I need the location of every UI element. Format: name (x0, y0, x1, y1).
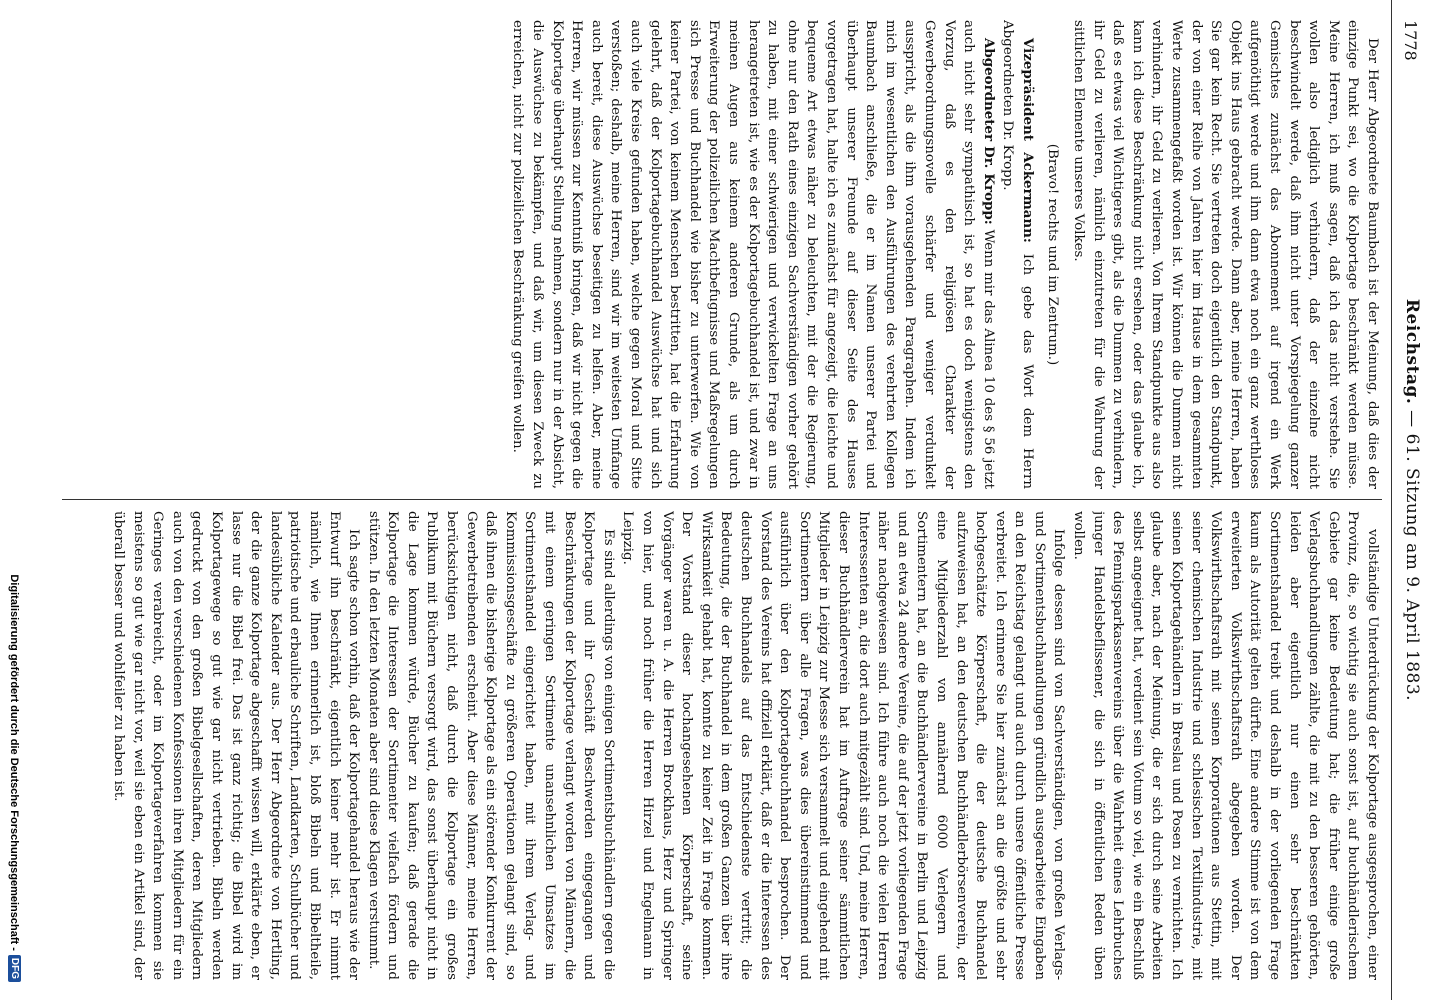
page-footer (0, 0, 60, 1000)
session-info: — 61. Sitzung am 9. April 1883. (1402, 410, 1422, 702)
applause-note: (Bravo! rechts und im Zentrum.) (1045, 143, 1061, 366)
publication-title: Reichstag. (1402, 298, 1422, 405)
paragraph: Ich sagte schon vorhin, daß der Kolportagehandel heraus wie der Entwurf ihn beschränkt, eigentlich keiner mehr ist. Er nimmt nämlich, wie Ihnen erinnerlich ist, bloß Bibeln und Bibeltheile, patriotische und erbauliche Schriften, Landkarten, Schulbücher und landesübliche Kalender aus. Der Herr Abgeordnete von Hertling, der die ganze Kolportage abgeschafft wissen will, erklärte eben, er lasse nur die Bibel frei. Das ist ganz richtig; die Bibel wird im Kolportagewege so gut wie gar nicht vertrieben. Bibeln werden gedruckt von den großen Bibelgesellschaften, deren Mitgliedern auch von den verschiedenen Konfessionen ihren Mitgliedern für ein Geringes verabreicht, oder im Kolportageverfahren kommen sie meistens so gut wie gar nicht vor, weil sie eben ein Artikel sind, der überall besser und wohlfeiler zu haben ist. (111, 511, 362, 980)
speaker-label: Abgeordneter Dr. Kropp: (980, 38, 997, 225)
page-number: 1778 (1401, 20, 1420, 61)
paragraph: Es sind allerdings von einigen Sortimentsbuchhändlern gegen die Kolportage und ihr Geschäft Beschwerden eingegangen und Beschränkungen der Kolportage verlangt worden von Männern, die mit einem geringen Sortimente unansehnlichen Umsatzes im Sortimentshandel eingerichtet haben, mit ihrem Verlag- und Kommissionsgeschäfte zu größeren Operationen gelangt sind, so daß ihnen die bisherige Kolportage als ein störender Konkurrent der Gewerbetreibenden erscheint. Aber diese Männer, meine Herren, berücksichtigen nicht, daß durch die Kolportage ein großes Publikum mit Büchern versorgt wird, das sonst überhaupt nicht in die Lage kommen würde, Bücher zu kaufen; daß gerade die Kolportage die Interessen der Sortimenter vielfach fördern und stützen. In den letzten Monaten aber sind diese Klagen verstummt. (365, 511, 616, 980)
vice-president-paragraph (998, 20, 1037, 489)
paragraph: Der Herr Abgeordnete Baumbach ist der Meinung, daß dies der einzige Punkt sei, wo die Kolportage beschränkt werden müsse. Meine Herren, ich muß sagen, daß ich das nicht verstehe. Sie wollen also lediglich verhindern, daß der einzelne nicht beschwindelt werde, daß ihm nicht unter Vorspiegelung ganzer Gemischtes zunächst das Abonnement auf irgend ein Werk aufgenöthigt werde und ihm dann etwa noch ein ganz werthloses Objekt ins Haus gebracht werde. Dann aber, meine Herren, haben Sie gar kein Recht. Sie vertreten doch eigentlich den Standpunkt, der von einer Reihe von Jahren hier im Hause in dem gesammten Werte zusammengefaßt worden ist. Wir können die Dummen nicht verhindern, ihr Geld zu verlieren. Von Ihrem Standpunkte aus also kann ich diese Beschränkung nicht ersehen, oder das glaube ich, daß es etwas viel Wichtigeres gibt, als die Dummen zu verhindern, ihr Geld zu verlieren, nämlich einzutreten für die Wahrung der sittlichen Elemente unseres Volkes. (1071, 20, 1380, 489)
vice-president-label: Vizepräsident Ackermann: (1019, 38, 1036, 243)
text-columns (62, 20, 1382, 980)
paragraph: vollständige Unterdrückung der Kolportage ausgesprochen, einer Provinz, die, so wichtig sie auch sonst ist, auf buchhändlerischem Gebiete gar keine Bedeutung hat; die früher einige große Verlagsbuchhandlungen zählte, die mit zu den besseren gehörten, leiden aber eigentlich nur einen sehr beschränkten Sortimentshandel treibt und deshalb in der vorliegenden Frage kaum als Autorität gelten dürfte. Eine andere Stimme ist von dem erweiterten Volkswirthschaftsrath abgegeben worden. Der Volkswirthschaftsrath mit seinen Korporationen aus Stettin, mit seiner chemischen Industrie und schlesischen Textilindustrie, mit seinen Kolportagehändlern in Breslau und Posen zu vernichten. Ich glaube aber, nach der Meinung, die er sich durch seine Arbeiten selbst angeeignet hat, verdient sein Votum so viel, wie ein Beschluß des Pfennigsparkassenvereins über die Wahrheit eines Lehrbuches junger Handelsbeflissener, die sich in öffentlichen Reden üben wollen. (1071, 511, 1380, 980)
vice-president-text: Ich gebe das Wort dem Herrn Abgeordneten Dr. Kropp. (1000, 20, 1035, 489)
speaker-paragraph (508, 20, 998, 489)
digitization-note: Digitalisierung gefördert durch die Deutsche Forschungsgemeinschaft - (8, 574, 21, 951)
paragraph: Infolge dessen sind von Sachverständigen, von großen Verlags- und Sortimentsbuchhandlungen gründlich ausgearbeitete Eingaben an den Reichstag gelangt und auch durch unsere öffentliche Presse verbreitet. Ich erinnere Sie hier zunächst an die größte und sehr hochgeschätzte Körperschaft, die der deutsche Buchhandel aufzuweisen hat, an den deutschen Buchhändlerbörsenverein, der eine Mitgliederzahl von annähernd 6000 Verlegern und Sortimentern hat, an die Buchhändlervereine in Berlin und Leipzig und an etwa 24 andere Vereine, die auf der jetzt vorliegenden Frage näher nachgewiesen sind. Ich führe auch noch die vielen Herren Interessenten an, die dort auch mitgezählt sind. Und, meine Herren, dieser Buchhändlerverein hat im Auftrage seiner sämmtlichen Mitglieder in Leipzig zur Messe sich versammelt und eingehend mit Sortimentern über alle Fragen, was dies übereinstimmend und ausführlich über den Kolportagebuchhandel besprochen. Der Vorstand des Vereins hat offiziell erklärt, daß er die Interessen des deutschen Buchhandels auf das Entschiedenste vertritt; die Bedeutung, die der Buchhandel in dem großen Ganzen über ihre Wirksamkeit gehabt hat, konnte zu keiner Zeit in Frage kommen. Der Vorstand dieser hochangesehenen Körperschaft, seine Vorgänger waren u. A. die Herren Brockhaus, Herz und Springer von hier, und noch früher die Herren Hirzel und Engelmann in Leipzig. (620, 511, 1067, 980)
running-head (1402, 0, 1422, 1000)
speaker-text: Wenn mir das Alinea 10 des § 56 jetzt auch nicht sehr sympathisch ist, so hat es doch wenigstens den Vorzug, daß es den religiösen Charakter der Gewerbeordnungsnovelle schärfer und weniger verdunkelt ausspricht, als die ihm vorausgehenden Paragraphen. Indem ich mich im wesentlichen den Ausführungen des verehrten Kollegen Baumbach anschließe, die er im Namen unserer Partei und überhaupt unserer Freunde auf dieser Seite des Hauses vorgetragen hat, halte ich es zunächst für angezeigt, die leichte und bequeme Art etwas näher zu beleuchten, mit der die Regierung, ohne nur den Rath eines einzigen Sachverständigen vorher gehört zu haben, mit einer schwierigen und verwickelten Frage an uns herangetreten ist, wie es der Kolportagebuchhandel ist, und zwar in meinen Augen aus keinem anderen Grunde, als um durch Erweiterung der polizeilichen Machtbefugnisse und Maßregelungen sich Presse und Buchhandel wie bisher zu unterwerfen. Wie von keiner Partei, von keinem Menschen bestritten, hat die Erfahrung gelehrt, daß der Kolportagebuchhandel Auswüchse hat und sich auch viele Kreise gefunden haben, welche gegen Moral und Sitte verstoßen; deshalb, meine Herren, sind wir im weitesten Umfange auch bereit, diese Auswüchse beseitigen zu helfen. Aber, meine Herren, wir müssen zur Kenntniß bringen, daß wir nicht gegen die Kolportage überhaupt Stellung nehmen, sondern nur in der Absicht, die Auswüchse zu bekämpfen, und daß wir, um diesen Zweck zu erreichen, nicht zur polizeilichen Beschränkung greifen wollen. (510, 20, 996, 489)
left-column (62, 20, 1382, 489)
digitization-credit (8, 574, 21, 982)
dfg-logo: DFG (8, 955, 21, 982)
page-header (1391, 0, 1432, 1000)
right-column (62, 511, 1382, 980)
